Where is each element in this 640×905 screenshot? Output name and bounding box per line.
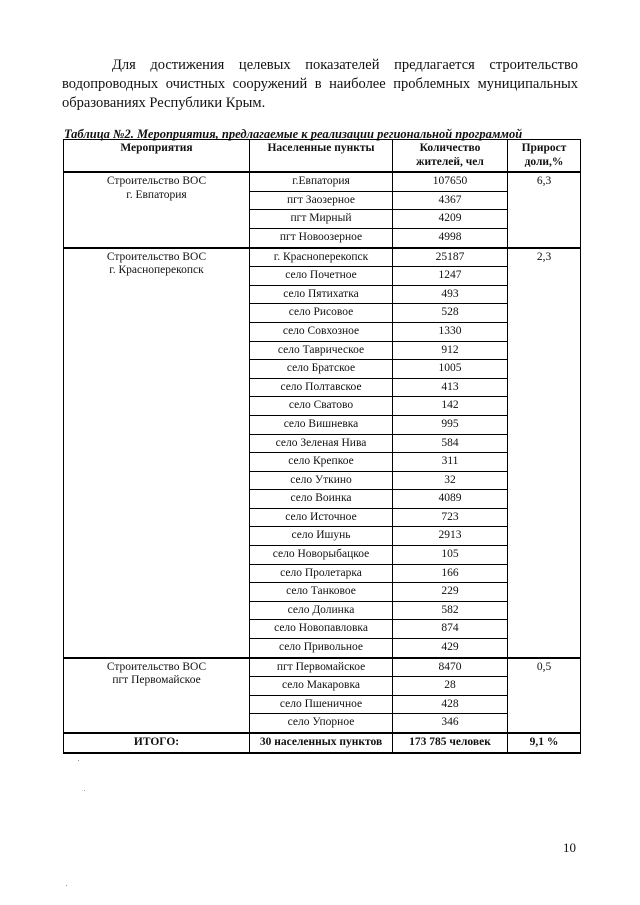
settlement-cell: село Рисовое: [250, 304, 393, 323]
intro-line: водопроводных очистных сооружений в наиболее проблемных муниципальных: [62, 76, 578, 92]
table-row: [64, 248, 581, 267]
settlement-cell: село Крепкое: [250, 453, 393, 472]
population-cell: 32: [393, 471, 508, 490]
settlement-cell: село Вишневка: [250, 415, 393, 434]
settlement-cell: село Источное: [250, 508, 393, 527]
total-growth: 9,1 %: [508, 733, 581, 753]
settlement-cell: село Танковое: [250, 583, 393, 602]
population-cell: 428: [393, 695, 508, 714]
settlement-cell: село Совхозное: [250, 322, 393, 341]
total-places: 30 населенных пунктов: [250, 733, 393, 753]
population-cell: 4998: [393, 228, 508, 247]
settlement-cell: село Сватово: [250, 397, 393, 416]
measures-table: [63, 139, 581, 754]
population-cell: 528: [393, 304, 508, 323]
event-location: г. Красноперекопск: [109, 264, 204, 277]
settlement-cell: пгт Заозерное: [250, 191, 393, 210]
population-cell: 107650: [393, 172, 508, 191]
population-cell: 142: [393, 397, 508, 416]
event-location: пгт Первомайское: [112, 674, 201, 687]
population-cell: 723: [393, 508, 508, 527]
population-cell: 4209: [393, 210, 508, 229]
population-cell: 995: [393, 415, 508, 434]
table-row: [64, 658, 581, 677]
total-label: ИТОГО:: [64, 733, 250, 753]
settlement-cell: г. Красноперекопск: [250, 248, 393, 267]
population-cell: 8470: [393, 658, 508, 677]
header-population: Количество жителей, чел: [393, 140, 508, 173]
table-caption: Таблица №2. Мероприятия, предлагаемые к реализации региональной программой: [64, 127, 523, 141]
population-cell: 874: [393, 620, 508, 639]
population-cell: 105: [393, 546, 508, 565]
intro-line: Для достижения целевых показателей предлагается строительство: [112, 57, 578, 73]
table-row: [64, 172, 581, 191]
settlement-cell: г.Евпатория: [250, 172, 393, 191]
population-cell: 4089: [393, 490, 508, 509]
total-row: [64, 733, 581, 753]
settlement-cell: село Таврическое: [250, 341, 393, 360]
intro-paragraph: [62, 56, 578, 113]
population-cell: 4367: [393, 191, 508, 210]
settlement-cell: село Воинка: [250, 490, 393, 509]
population-cell: 582: [393, 601, 508, 620]
header-growth: Прирост доли,%: [508, 140, 581, 173]
population-cell: 912: [393, 341, 508, 360]
population-cell: 429: [393, 639, 508, 658]
settlement-cell: село Новорыбацкое: [250, 546, 393, 565]
population-cell: 1005: [393, 360, 508, 379]
settlement-cell: село Макаровка: [250, 677, 393, 696]
page-number: 10: [563, 840, 576, 855]
settlement-cell: село Братское: [250, 360, 393, 379]
settlement-cell: село Пролетарка: [250, 564, 393, 583]
event-location: г. Евпатория: [126, 188, 187, 201]
settlement-cell: село Новопавловка: [250, 620, 393, 639]
settlement-cell: село Ишунь: [250, 527, 393, 546]
header-measures: Мероприятия: [64, 140, 250, 173]
event-cell: [64, 658, 250, 733]
settlement-cell: село Почетное: [250, 267, 393, 286]
growth-cell: 2,3: [508, 248, 581, 658]
population-cell: 346: [393, 714, 508, 733]
scan-speck: [78, 760, 79, 761]
settlement-cell: село Долинка: [250, 601, 393, 620]
population-cell: 493: [393, 285, 508, 304]
scan-speck: [66, 885, 67, 886]
event-title: Строительство ВОС: [106, 250, 207, 263]
total-people: 173 785 человек: [393, 733, 508, 753]
table-header-row: [64, 140, 581, 173]
event-cell: [64, 248, 250, 658]
settlement-cell: село Уткино: [250, 471, 393, 490]
population-cell: 166: [393, 564, 508, 583]
settlement-cell: село Пшеничное: [250, 695, 393, 714]
settlement-cell: село Упорное: [250, 714, 393, 733]
event-title: Строительство ВОС: [106, 175, 207, 188]
scan-speck: [84, 790, 85, 791]
settlement-cell: пгт Мирный: [250, 210, 393, 229]
growth-cell: 6,3: [508, 172, 581, 247]
population-cell: 2913: [393, 527, 508, 546]
population-cell: 1247: [393, 267, 508, 286]
settlement-cell: село Пятихатка: [250, 285, 393, 304]
event-title: Строительство ВОС: [106, 660, 207, 673]
population-cell: 584: [393, 434, 508, 453]
settlement-cell: село Зеленая Нива: [250, 434, 393, 453]
population-cell: 229: [393, 583, 508, 602]
population-cell: 413: [393, 378, 508, 397]
intro-line: образованиях Республики Крым.: [62, 95, 266, 111]
settlement-cell: пгт Новоозерное: [250, 228, 393, 247]
settlement-cell: село Полтавское: [250, 378, 393, 397]
growth-cell: 0,5: [508, 658, 581, 733]
population-cell: 311: [393, 453, 508, 472]
table-body: [64, 172, 581, 752]
event-cell: [64, 172, 250, 247]
settlement-cell: село Привольное: [250, 639, 393, 658]
population-cell: 25187: [393, 248, 508, 267]
header-settlements: Населенные пункты: [250, 140, 393, 173]
population-cell: 28: [393, 677, 508, 696]
settlement-cell: пгт Первомайское: [250, 658, 393, 677]
population-cell: 1330: [393, 322, 508, 341]
